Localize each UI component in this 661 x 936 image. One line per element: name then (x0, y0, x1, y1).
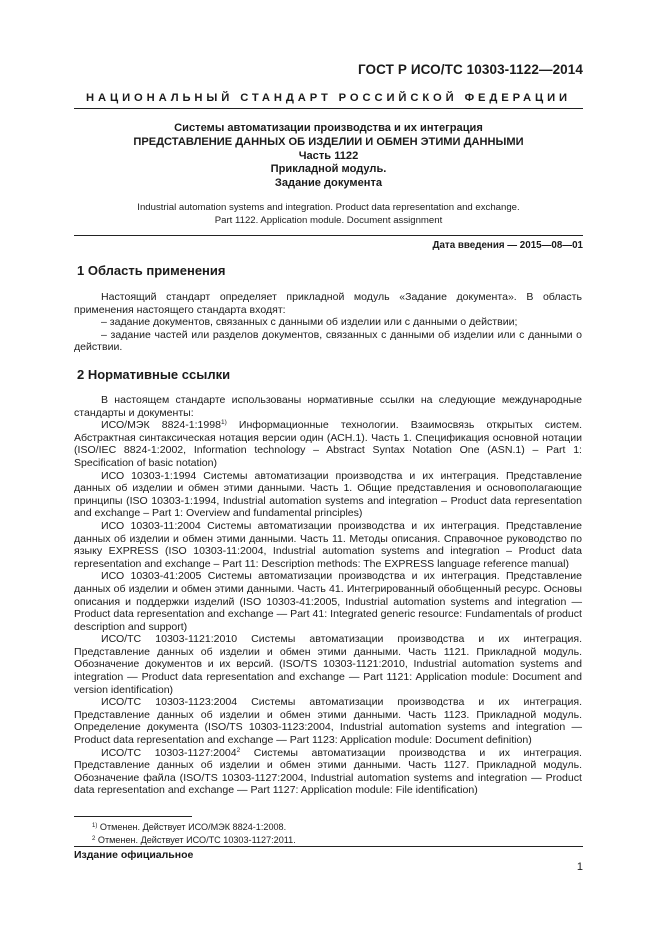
page-number: 1 (576, 861, 583, 873)
footnote-1-mark: 1) (92, 823, 98, 829)
title-line-4: Прикладной модуль. (270, 163, 387, 176)
reference-text: Системы автоматизации производства и их интеграция. Представление данных об изделии и обмен этими данными. Часть 1127. Прикладной модуль. Обозначение файла (ISO/TS 10303-1127:2004, Industrial automation systems and integration — Product data representation and exchange — Part 1127: Application module: File identification) (74, 746, 582, 797)
footnote-1-text: Отменен. Действует ИСО/МЭК 8824-1:2008. (97, 822, 287, 832)
footnote-marker: 1) (220, 419, 227, 427)
reference-item: ИСО 10303-1:1994 Системы автоматизации производства и их интеграция. Представление данных об изделии и обмен этими данными. Часть 1. Общие представления и основополагающие принципы (ISO 10303-1:1994, Industrial automation systems and integration – Product data representation and exchange – Part 1: Overview and fundamental principles) (74, 469, 582, 520)
standard-title-ru (74, 122, 583, 191)
reference-item: ИСО/ТС 10303-1121:2010 Системы автоматизации производства и их интеграция. Представление данных об изделии и обмен этими данными. Часть 1121. Прикладной модуль. Обозначение документов и их версий. (ISO/TS 10303-1121:2010, Industrial automation systems and integration — Product data representation and exchange — Part 1121: Application module: Document and version identification) (74, 633, 582, 696)
official-edition-label: Издание официальное (74, 849, 194, 861)
footer-divider (74, 846, 583, 847)
scope-item-2: – задание частей или разделов документов, связанных с данными об изделии или с данными о действии. (74, 328, 582, 354)
reference-item: ИСО/ТС 10303-1123:2004 Системы автоматизации производства и их интеграция. Представление данных об изделии и обмен этими данными. Часть 1123. Прикладной модуль. Определение документа (ISO/TS 10303-1123:2004, Industrial automation systems and integration — Product data representation and exchange — Part 1123: Application module: Document definition) (74, 696, 582, 747)
standard-title-en (74, 201, 583, 227)
section-1-paragraph: Настоящий стандарт определяет прикладной модуль «Задание документа». В область применения настоящего стандарта входят: (74, 291, 582, 316)
footnote-2-mark: 2 (92, 836, 96, 843)
reference-item (74, 419, 582, 469)
title-en-line-1: Industrial automation systems and integration. Product data representation and exchange. (137, 202, 520, 213)
footnotes (92, 821, 296, 848)
standard-code: ГОСТ Р ИСО/ТС 10303-1122—2014 (357, 62, 583, 77)
title-line-5: Задание документа (274, 177, 383, 190)
references-intro: В настоящем стандарте использованы нормативные ссылки на следующие международные стандарты и документы: (74, 394, 582, 419)
header-divider (74, 108, 583, 109)
reference-item: ИСО 10303-41:2005 Системы автоматизации производства и их интеграция. Представление данных об изделии и обмен этими данными. Часть 41. Интегрированный обобщенный ресурс. Основы описания и поддержки изделий (ISO 10303-41:2005, Industrial automation systems and integration — Product data representation and exchange — Part 41: Integrated generic resource: Fundamentals of product description and support) (74, 570, 582, 633)
section-2-body (74, 394, 582, 797)
reference-item (74, 747, 582, 797)
title-line-3: Часть 1122 (298, 149, 359, 162)
title-line-1: Системы автоматизации производства и их интеграция (174, 122, 483, 134)
effective-date: Дата введения — 2015—08—01 (432, 240, 583, 251)
reference-text: Информационные технологии. Взаимосвязь открытых систем. Абстрактная синтаксическая нотация версии один (АСН.1). Часть 1. Спецификация основной нотации (ISO/IEC 8824-1:2002, Information technology – Abstract Syntax Notation One (ASN.1) – Part 1: Specification of basic notation) (74, 419, 582, 469)
section-2-heading: 2 Нормативные ссылки (77, 367, 231, 382)
national-standard-heading: НАЦИОНАЛЬНЫЙ СТАНДАРТ РОССИЙСКОЙ ФЕДЕРАЦИИ (86, 92, 571, 104)
footnote-2-text: Отменен. Действует ИСО/ТС 10303-1127:2011. (95, 835, 296, 846)
section-1-heading: 1 Область применения (77, 263, 226, 278)
footnote-divider (74, 816, 192, 817)
footnote-1 (92, 821, 296, 834)
section-1-body (74, 291, 582, 354)
title-line-2: ПРЕДСТАВЛЕНИЕ ДАННЫХ ОБ ИЗДЕЛИИ И ОБМЕН ЭТИМИ ДАННЫМИ (133, 135, 524, 148)
reference-code: ИСО/ТС 10303-1127:2004 (101, 746, 237, 759)
title-en-line-2: Part 1122. Application module. Document assignment (214, 215, 443, 226)
footnote-marker: 2 (236, 746, 241, 754)
reference-item: ИСО 10303-11:2004 Системы автоматизации производства и их интеграция. Представление данных об изделии и обмен этими данными. Часть 11. Методы описания. Справочное руководство по языку EXPRESS (ISO 10303-11:2004, Industrial automation systems and integration – Product data representation and exchange – Part 11: Description methods: The EXPRESS language reference manual) (74, 519, 582, 570)
scope-item-1: – задание документов, связанных с данными об изделии или с данными о действии; (101, 316, 518, 329)
reference-code: ИСО/МЭК 8824-1:1998 (101, 419, 221, 432)
date-divider (74, 235, 583, 236)
